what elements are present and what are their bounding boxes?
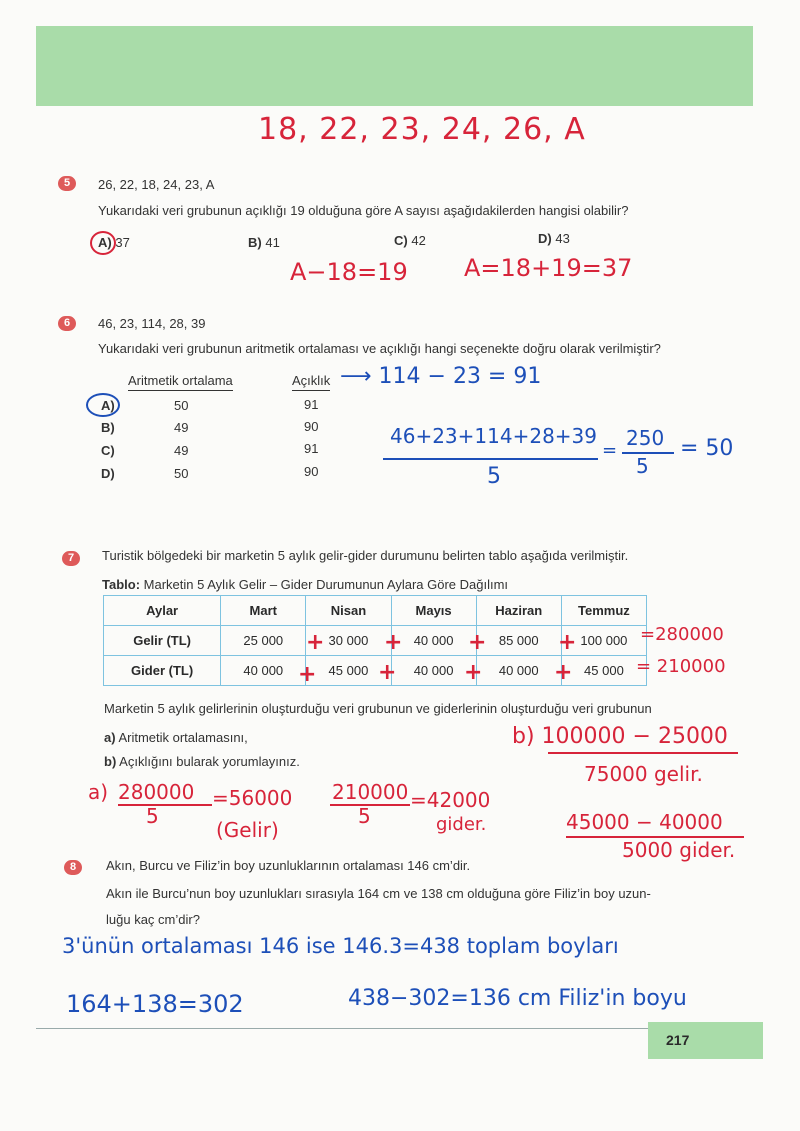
q7-subq-intro: Marketin 5 aylık gelirlerinin oluşturduğu veri grubunun ve giderlerinin oluşturduğu veri grubunun (104, 701, 652, 716)
q5-option-a[interactable]: A) 37 (98, 235, 130, 250)
q5-question: Yukarıdaki veri grubunun açıklığı 19 olduğuna göre A sayısı aşağıdakilerden hangisi olabilir? (98, 203, 629, 218)
q6-range-handwriting: ⟶ 114 − 23 = 91 (340, 364, 542, 389)
q7-table-caption: Tablo: Marketin 5 Aylık Gelir – Gider Durumunun Aylara Göre Dağılımı (102, 577, 509, 592)
q6-option-b[interactable]: B) (101, 420, 115, 435)
q6-mean-b: 49 (174, 420, 189, 435)
fraction-bar (383, 458, 598, 460)
table-cell: 30 000 (306, 626, 391, 656)
fraction-bar (118, 804, 212, 806)
q6-result: = 50 (680, 436, 734, 461)
q7-subq-a: a) Aritmetik ortalamasını, (104, 730, 248, 745)
table-header: Temmuz (561, 596, 646, 626)
table-cell: 40 000 (391, 656, 476, 686)
q7-hw-a-note: (Gelir) (216, 818, 279, 842)
table-header: Aylar (104, 596, 221, 626)
q7-hw-a-den: 5 (146, 804, 159, 828)
table-cell: 45 000 (561, 656, 646, 686)
q7-hw-a2-note: gider. (436, 814, 487, 835)
q7-hw-a-num: 280000 (118, 780, 195, 804)
q7-intro: Turistik bölgedeki bir marketin 5 aylık gelir-gider durumunu belirten tablo aşağıda verilmiştir. (102, 548, 629, 563)
q6-col-range-header: Açıklık (292, 373, 330, 391)
q7-gelir-total: =280000 (640, 624, 724, 645)
q5-data: 26, 22, 18, 24, 23, A (98, 177, 215, 192)
row-label: Gelir (TL) (104, 626, 221, 656)
q7-hw-b1: b) 100000 − 25000 (512, 724, 728, 749)
table-header-row (104, 596, 647, 626)
table-cell: 85 000 (476, 626, 561, 656)
q5-handwriting-1: A−18=19 (290, 258, 408, 286)
page-number: 217 (648, 1022, 763, 1059)
table-cell: 40 000 (391, 626, 476, 656)
q6-sum-handwriting: 46+23+114+28+39 (390, 424, 598, 448)
q8-hw-line-2a: 164+138=302 (66, 990, 244, 1018)
plus-mark: + (464, 660, 483, 685)
q8-line-3: luğu kaç cm’dir? (106, 912, 200, 927)
q6-range-a: 91 (304, 397, 319, 412)
handwritten-sorted-data: 18, 22, 23, 24, 26, A (258, 112, 586, 147)
header-banner (36, 26, 753, 106)
q6-divisor-handwriting: 5 (487, 464, 501, 489)
fraction-bar (548, 752, 738, 754)
q6-question: Yukarıdaki veri grubunun aritmetik ortalaması ve açıklığı hangi seçenekte doğru olarak verilmiştir? (98, 341, 661, 356)
q8-line-2: Akın ile Burcu’nun boy uzunlukları sırasıyla 164 cm ve 138 cm olduğuna göre Filiz’in boy uzun- (106, 886, 651, 901)
table-cell: 40 000 (221, 656, 306, 686)
q7-hw-b3: 45000 − 40000 (566, 810, 723, 834)
q8-line-1: Akın, Burcu ve Filiz’in boy uzunluklarının ortalaması 146 cm’dir. (106, 858, 471, 873)
q6-mean-d: 50 (174, 466, 189, 481)
plus-mark: + (468, 630, 487, 655)
question-number: 6 (58, 316, 76, 331)
q7-hw-a-label: a) (88, 780, 109, 804)
q8-hw-line-2b: 438−302=136 cm Filiz'in boyu (348, 986, 687, 1011)
q6-frac-den: 5 (636, 454, 649, 478)
table-cell: 45 000 (306, 656, 391, 686)
q5-handwriting-2: A=18+19=37 (464, 254, 633, 282)
plus-mark: + (558, 630, 577, 655)
q7-hw-a2-res: =42000 (410, 788, 491, 812)
q6-data: 46, 23, 114, 28, 39 (98, 316, 206, 331)
footer-rule (36, 1028, 656, 1029)
table-cell: 25 000 (221, 626, 306, 656)
table-cell: 100 000 (561, 626, 646, 656)
q7-hw-a-res: =56000 (212, 786, 293, 810)
question-number: 7 (62, 551, 80, 566)
q7-hw-b4: 5000 gider. (622, 838, 736, 862)
question-number: 8 (64, 860, 82, 875)
table-header: Nisan (306, 596, 391, 626)
q6-mean-a: 50 (174, 398, 189, 413)
plus-mark: + (554, 660, 573, 685)
q6-option-d[interactable]: D) (101, 466, 115, 481)
q6-equals: = (602, 440, 618, 461)
q6-option-c[interactable]: C) (101, 443, 115, 458)
q6-range-b: 90 (304, 419, 319, 434)
q7-hw-a2-num: 210000 (332, 780, 409, 804)
row-label: Gider (TL) (104, 656, 221, 686)
q8-hw-line-1: 3'ünün ortalaması 146 ise 146.3=438 toplam boyları (62, 934, 619, 958)
table-cell: 40 000 (476, 656, 561, 686)
q5-option-d[interactable]: D) 43 (538, 231, 570, 246)
table-header: Haziran (476, 596, 561, 626)
table-header: Mart (221, 596, 306, 626)
q6-col-mean-header: Aritmetik ortalama (128, 373, 233, 391)
q6-mean-c: 49 (174, 443, 189, 458)
q6-option-a[interactable]: A) (101, 398, 115, 413)
q6-range-c: 91 (304, 441, 319, 456)
q6-frac-num: 250 (626, 426, 665, 450)
q7-gider-total: = 210000 (636, 656, 726, 677)
plus-mark: + (298, 662, 317, 687)
q5-option-b[interactable]: B) 41 (248, 235, 280, 250)
plus-mark: + (378, 660, 397, 685)
plus-mark: + (306, 630, 325, 655)
plus-mark: + (384, 630, 403, 655)
question-number: 5 (58, 176, 76, 191)
q6-range-d: 90 (304, 464, 319, 479)
table-header: Mayıs (391, 596, 476, 626)
q5-option-c[interactable]: C) 42 (394, 233, 426, 248)
q7-subq-b: b) Açıklığını bularak yorumlayınız. (104, 754, 300, 769)
q7-hw-a2-den: 5 (358, 804, 371, 828)
q7-hw-b2: 75000 gelir. (584, 762, 703, 786)
